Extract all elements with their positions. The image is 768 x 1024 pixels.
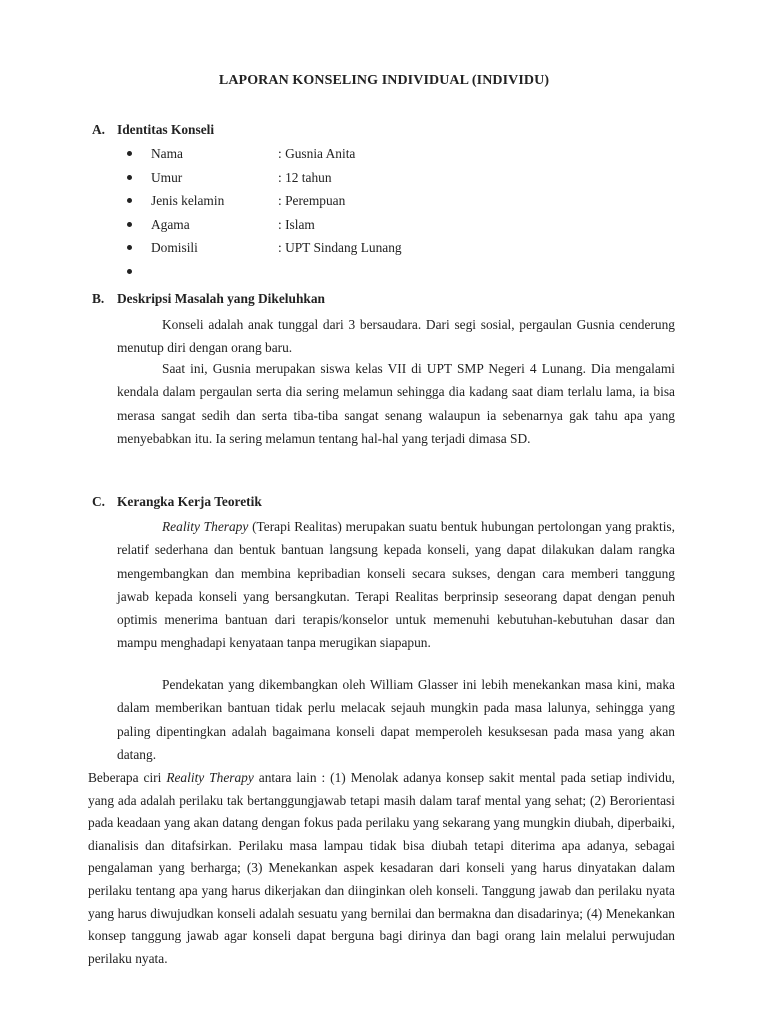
section-c-paragraph-1 [117, 515, 675, 655]
bullet-icon [127, 245, 132, 250]
section-a-label: A. [92, 122, 106, 137]
field-label: Agama [151, 216, 190, 232]
section-c-label: C. [92, 494, 106, 509]
field-value: : UPT Sindang Lunang [278, 240, 402, 255]
paragraph-text: Beberapa ciri [88, 770, 167, 785]
section-c-heading [92, 494, 262, 510]
field-value: : Gusnia Anita [278, 146, 356, 161]
section-c-paragraph-3 [88, 767, 675, 970]
field-value: : 12 tahun [278, 169, 332, 185]
bullet-icon [127, 151, 132, 156]
field-label: Domisili [151, 240, 198, 255]
field-value: : Perempuan [278, 193, 346, 208]
page-title: LAPORAN KONSELING INDIVIDUAL (INDIVIDU) [218, 73, 550, 88]
field-label: Nama [151, 146, 183, 161]
section-c-title: Kerangka Kerja Teoretik [117, 494, 262, 509]
italic-term: Reality Therapy [162, 519, 249, 534]
bullet-icon [127, 269, 132, 274]
bullet-icon [127, 198, 132, 203]
paragraph-text: antara lain : (1) Menolak adanya konsep sakit mental pada setiap individu, yang ada adalah perilaku tak bertanggungjawab tetapi masih dalam taraf mental yang sehat; (2) Berorientasi pada keadaan yang akan datang dengan fokus pada perilaku yang sekarang yang mungkin diubah, diperbaiki, dianalisis dan ditafsirkan. Perilaku masa lampau tidak bisa diubah tetapi diterima apa adanya, sebagai pengalaman yang berharga; (3) Menekankan aspek kesadaran dari konseli yang harus dinyatakan dalam perilaku tentang apa yang harus dikerjakan dan diinginkan oleh konseli. Tanggung jawab dan perilaku nyata yang harus diwujudkan konseli adalah sesuatu yang bernilai dan bermakna dan disadarinya; (4) Menekankan konsep tanggung jawab agar konseli dapat berguna bagi dirinya dan bagi orang lain melalui perwujudan perilaku nyata. [88, 770, 676, 966]
section-b-title: Deskripsi Masalah yang Dikeluhkan [117, 291, 325, 306]
field-label: Umur [151, 169, 183, 185]
section-a-heading [92, 122, 214, 138]
bullet-icon [127, 175, 132, 180]
section-a-title: Identitas Konseli [117, 122, 215, 137]
section-b-heading [92, 291, 325, 307]
section-c-paragraph-2: Pendekatan yang dikembangkan oleh William Glasser ini lebih menekankan masa kini, maka dalam memberikan bantuan tidak perlu melacak sejauh mungkin pada masa lalunya, sehingga yang paling dipentingkan adalah bagaimana konseli dapat memperoleh kesuksesan pada masa yang akan datang. [117, 677, 675, 762]
section-b-paragraph-2: Saat ini, Gusnia merupakan siswa kelas VII di UPT SMP Negeri 4 Lunang. Dia mengalami kendala dalam pergaulan serta dia sering melamun sehingga dia kadang saat diam terlalu lama, ia bisa merasa sangat sedih dan serta tiba-tiba sangat senang walaupun ia sebenarnya gak tahu apa yang menyebabkan itu. Ia sering melamun tentang hal-hal yang terjadi dimasa SD. [117, 361, 675, 446]
field-label: Jenis kelamin [151, 193, 225, 208]
paragraph-text: (Terapi Realitas) merupakan suatu bentuk hubungan pertolongan yang praktis, relatif sederhana dan bentuk bantuan langsung kepada konseli, yang dapat dilakukan dalam rangka mengembangkan dan membina kepribadian konseli secara sukses, dengan cara memberi tanggung jawab kepada konseli yang bersangkutan. Terapi Realitas berprinsip seseorang dapat dengan penuh optimis menerima bantuan dari terapis/konselor untuk memenuhi kebutuhan-kebutuhan dasar dan mampu menghadapi kenyataan tanpa merugikan siapapun. [117, 519, 675, 651]
italic-term: Reality Therapy [166, 770, 254, 785]
section-b-paragraph-1: Konseli adalah anak tunggal dari 3 bersaudara. Dari segi sosial, pergaulan Gusnia cenderung menutup diri dengan orang baru. [117, 317, 675, 356]
section-b-label: B. [92, 291, 105, 306]
bullet-icon [127, 222, 132, 227]
field-value: : Islam [278, 216, 315, 232]
